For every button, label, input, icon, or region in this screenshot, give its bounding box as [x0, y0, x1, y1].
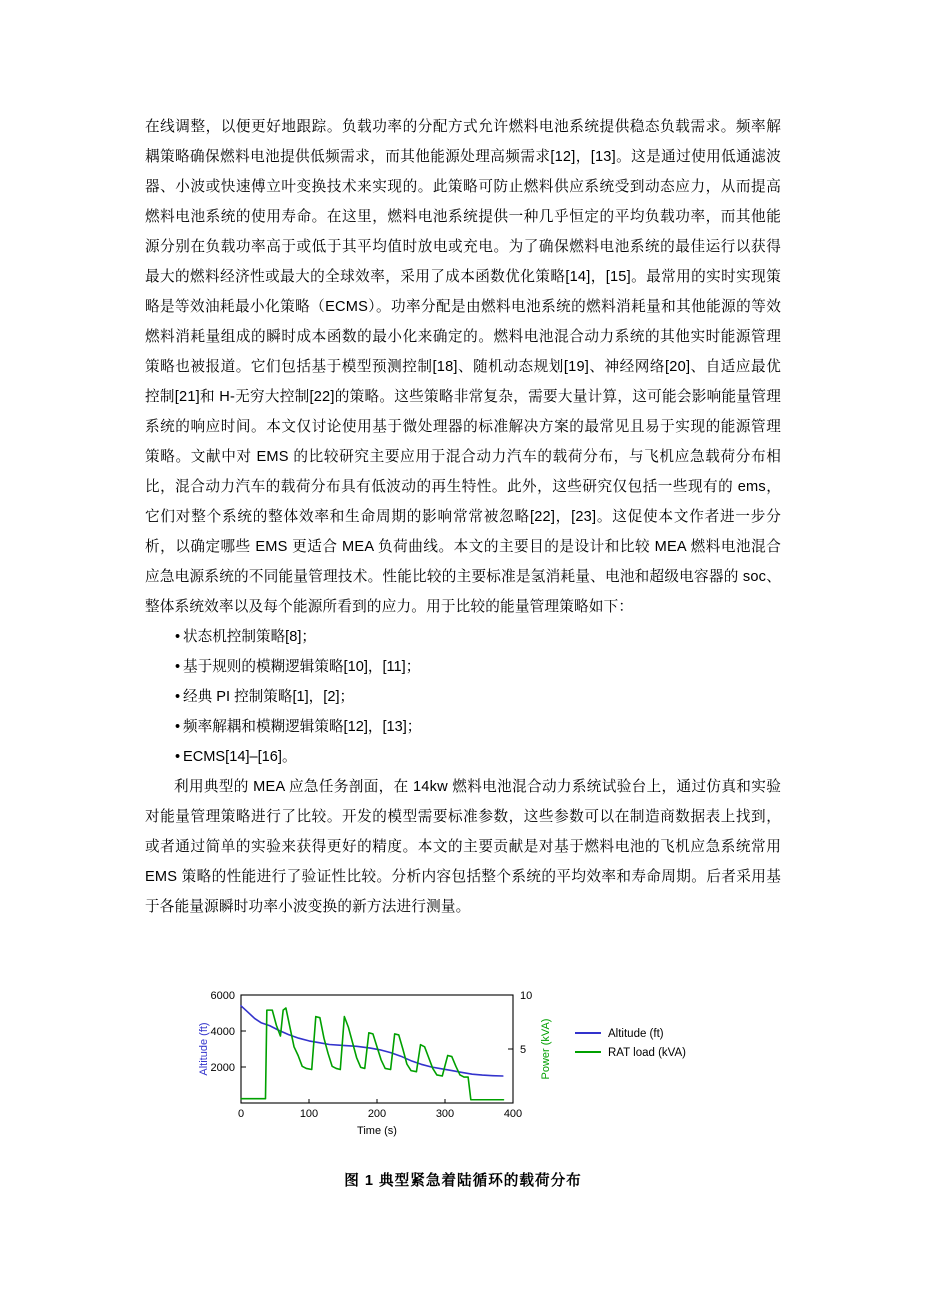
list-item — [145, 712, 781, 742]
svg-text:4000: 4000 — [210, 1026, 235, 1038]
svg-text:300: 300 — [435, 1108, 455, 1120]
article-body — [145, 112, 781, 922]
bullet-marker-icon: • — [175, 629, 181, 645]
list-item-label: 频率解耦和模糊逻辑策略[12]，[13]； — [183, 719, 422, 735]
svg-text:0: 0 — [237, 1108, 245, 1120]
list-item — [145, 742, 781, 772]
paragraph-1: 在线调整，以便更好地跟踪。负载功率的分配方式允许燃料电池系统提供稳态负载需求。频率解耦策略确保燃料电池提供低频需求，而其他能源处理高频需求[12]，[13]。这是通过使用低通滤波器、小波或快速傅立叶变换技术来实现的。此策略可防止燃料供应系统受到动态应力，从而提高燃料电池系统的使用寿命。在这里，燃料电池系统提供一种几乎恒定的平均负载功率，而其他能源分别在负载功率高于或低于其平均值时放电或充电。为了确保燃料电池系统的最佳运行以获得最大的燃料经济性或最大的全球效率，采用了成本函数优化策略[14]，[15]。最常用的实时实现策略是等效油耗最小化策略（ECMS）。功率分配是由燃料电池系统的燃料消耗量和其他能源的等效燃料消耗量组成的瞬时成本函数的最小化来确定的。燃料电池混合动力系统的其他实时能源管理策略也被报道。它们包括基于模型预测控制[18]、随机动态规划[19]、神经网络[20]、自适应最优控制[21]和 H-无穷大控制[22]的策略。这些策略非常复杂，需要大量计算，这可能会影响能量管理系统的响应时间。本文仅讨论使用基于微处理器的标准解决方案的最常见且易于实现的能源管理策略。文献中对 EMS 的比较研究主要应用于混合动力汽车的载荷分布，与飞机应急载荷分布相比，混合动力汽车的载荷分布具有低波动的再生特性。此外，这些研究仅包括一些现有的 ems，它们对整个系统的整体效率和生命周期的影响常常被忽略[22]，[23]。这促使本文作者进一步分析，以确定哪些 EMS 更适合 MEA 负荷曲线。本文的主要目的是设计和比较 MEA 燃料电池混合应急电源系统的不同能量管理技术。性能比较的主要标准是氢消耗量、电池和超级电容器的 soc、整体系统效率以及每个能源所看到的应力。用于比较的能量管理策略如下： — [145, 119, 781, 615]
svg-text:400: 400 — [503, 1108, 523, 1120]
list-item — [145, 652, 781, 682]
svg-text:5: 5 — [520, 1044, 527, 1056]
svg-text:Power (kVA): Power (kVA) — [540, 1018, 552, 1080]
list-item-label: ECMS[14]–[16]。 — [183, 749, 297, 765]
svg-text:RAT load (kVA): RAT load (kVA) — [608, 1047, 686, 1059]
svg-text:2000: 2000 — [210, 1062, 235, 1074]
strategy-bullet-list — [145, 622, 781, 772]
list-item-label: 经典 PI 控制策略[1]，[2]； — [183, 689, 355, 705]
paragraph-2: 利用典型的 MEA 应急任务剖面，在 14kw 燃料电池混合动力系统试验台上，通过仿真和实验对能量管理策略进行了比较。开发的模型需要标准参数，这些参数可以在制造商数据表上找到，或者通过简单的实验来获得更好的精度。本文的主要贡献是对基于燃料电池的飞机应急系统常用 EMS 策略的性能进行了验证性比较。分析内容包括整个系统的平均效率和寿命周期。后者采用基于各能量源瞬时功率小波变换的新方法进行测量。 — [145, 779, 781, 915]
list-item — [145, 682, 781, 712]
chart-altitude-rat-load — [163, 985, 763, 1145]
figure-1 — [145, 985, 781, 1190]
bullet-marker-icon: • — [175, 719, 181, 735]
svg-text:Time (s): Time (s) — [357, 1125, 397, 1137]
svg-text:100: 100 — [299, 1108, 319, 1120]
chart-svg — [163, 985, 763, 1145]
svg-text:200: 200 — [367, 1108, 387, 1120]
bullet-marker-icon: • — [175, 659, 181, 675]
list-item-label: 状态机控制策略[8]； — [183, 629, 316, 645]
svg-text:10: 10 — [520, 990, 533, 1002]
list-item-label: 基于规则的模糊逻辑策略[10]，[11]； — [183, 659, 421, 675]
svg-text:6000: 6000 — [210, 990, 235, 1002]
figure-caption: 图 1 典型紧急着陆循环的载荷分布 — [344, 1173, 582, 1189]
bullet-marker-icon: • — [175, 749, 181, 765]
list-item — [145, 622, 781, 652]
bullet-marker-icon: • — [175, 689, 181, 705]
svg-text:Altitude (ft): Altitude (ft) — [198, 1022, 210, 1076]
svg-text:Altitude (ft): Altitude (ft) — [608, 1028, 664, 1040]
